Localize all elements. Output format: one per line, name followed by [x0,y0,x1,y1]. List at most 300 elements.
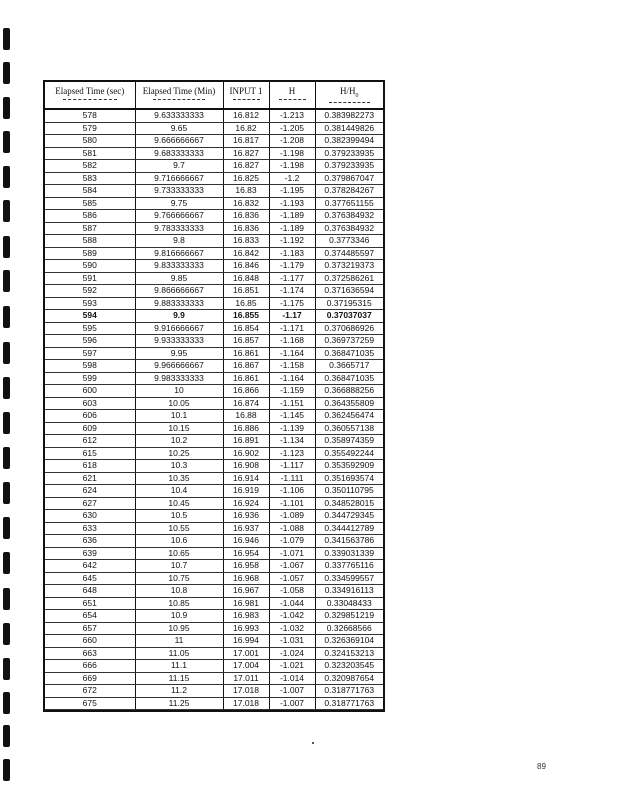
cell-elapsed-sec: 624 [45,485,135,498]
cell-elapsed-min: 9.766666667 [135,210,223,223]
cell-elapsed-sec: 589 [45,247,135,260]
cell-elapsed-min: 9.833333333 [135,260,223,273]
cell-elapsed-min: 9.9 [135,310,223,323]
cell-elapsed-sec: 598 [45,360,135,373]
table-row [45,147,383,160]
cell-elapsed-min: 10.1 [135,410,223,423]
cell-elapsed-sec: 594 [45,310,135,323]
binder-punch-mark [3,658,10,680]
table-row [45,660,383,673]
cell-elapsed-min: 9.666666667 [135,135,223,148]
cell-elapsed-sec: 645 [45,572,135,585]
page-number-mark: 89 [537,762,546,771]
table-row [45,347,383,360]
cell-h: -1.183 [269,247,315,260]
cell-elapsed-sec: 590 [45,260,135,273]
cell-h-ratio: 0.344729345 [315,510,383,523]
cell-h-ratio: 0.376384932 [315,210,383,223]
cell-elapsed-sec: 582 [45,160,135,173]
cell-elapsed-sec: 591 [45,272,135,285]
table-row [45,222,383,235]
table-row [45,372,383,385]
cell-h: -1.189 [269,210,315,223]
binder-punch-mark [3,412,10,434]
cell-h: -1.174 [269,285,315,298]
cell-h: -1.042 [269,610,315,623]
cell-elapsed-sec: 621 [45,472,135,485]
cell-elapsed-sec: 657 [45,622,135,635]
cell-h-ratio: 0.368471035 [315,347,383,360]
cell-h-ratio: 0.376384932 [315,222,383,235]
cell-elapsed-min: 11.2 [135,685,223,698]
cell-input-1: 16.827 [223,147,269,160]
cell-input-1: 16.832 [223,197,269,210]
cell-elapsed-sec: 660 [45,635,135,648]
cell-elapsed-sec: 612 [45,435,135,448]
cell-input-1: 17.011 [223,672,269,685]
cell-h-ratio: 0.337765116 [315,560,383,573]
cell-h: -1.117 [269,460,315,473]
cell-input-1: 17.018 [223,685,269,698]
cell-input-1: 16.848 [223,272,269,285]
binder-punch-mark [3,166,10,188]
scan-speck [312,742,314,744]
cell-elapsed-sec: 586 [45,210,135,223]
cell-input-1: 16.993 [223,622,269,635]
cell-input-1: 17.004 [223,660,269,673]
cell-elapsed-min: 10.25 [135,447,223,460]
cell-input-1: 16.83 [223,185,269,198]
cell-elapsed-min: 9.816666667 [135,247,223,260]
table-row [45,172,383,185]
cell-h: -1.089 [269,510,315,523]
cell-h: -1.208 [269,135,315,148]
table-row [45,410,383,423]
cell-h-ratio: 0.320987654 [315,672,383,685]
binder-punch-mark [3,270,10,292]
cell-h: -1.193 [269,197,315,210]
cell-h: -1.213 [269,109,315,122]
cell-elapsed-sec: 578 [45,109,135,122]
cell-h: -1.195 [269,185,315,198]
cell-elapsed-min: 9.983333333 [135,372,223,385]
table-row [45,235,383,248]
cell-h: -1.189 [269,222,315,235]
cell-input-1: 16.902 [223,447,269,460]
cell-h-ratio: 0.37037037 [315,310,383,323]
binder-punch-mark [3,623,10,645]
cell-elapsed-sec: 595 [45,322,135,335]
cell-h: -1.071 [269,547,315,560]
cell-input-1: 16.946 [223,535,269,548]
cell-h: -1.177 [269,272,315,285]
cell-elapsed-min: 10.5 [135,510,223,523]
table-row [45,260,383,273]
elapsed-time-table [45,82,383,710]
cell-elapsed-sec: 672 [45,685,135,698]
cell-elapsed-min: 10.9 [135,610,223,623]
cell-elapsed-min: 10.65 [135,547,223,560]
cell-input-1: 16.867 [223,360,269,373]
cell-elapsed-min: 10.6 [135,535,223,548]
cell-h: -1.111 [269,472,315,485]
table-row [45,522,383,535]
table-header-row [45,82,383,109]
cell-h-ratio: 0.358974359 [315,435,383,448]
table-row [45,310,383,323]
binder-punch-mark [3,588,10,610]
cell-h: -1.164 [269,372,315,385]
cell-input-1: 16.85 [223,297,269,310]
cell-h-ratio: 0.318771763 [315,697,383,710]
cell-elapsed-min: 9.683333333 [135,147,223,160]
cell-elapsed-sec: 597 [45,347,135,360]
cell-elapsed-min: 9.8 [135,235,223,248]
cell-elapsed-sec: 583 [45,172,135,185]
cell-h: -1.007 [269,697,315,710]
cell-input-1: 16.981 [223,597,269,610]
header-h0-subscript: 0 [355,92,359,99]
cell-h: -1.159 [269,385,315,398]
table-row [45,247,383,260]
cell-h-ratio: 0.379233935 [315,147,383,160]
cell-input-1: 16.886 [223,422,269,435]
cell-elapsed-sec: 606 [45,410,135,423]
cell-h: -1.088 [269,522,315,535]
cell-h: -1.205 [269,122,315,135]
cell-h-ratio: 0.3665717 [315,360,383,373]
cell-h: -1.079 [269,535,315,548]
cell-h-ratio: 0.3773346 [315,235,383,248]
cell-input-1: 17.018 [223,697,269,710]
cell-h-ratio: 0.329851219 [315,610,383,623]
table-row [45,335,383,348]
cell-input-1: 16.919 [223,485,269,498]
cell-input-1: 16.846 [223,260,269,273]
binder-punch-mark [3,377,10,399]
cell-input-1: 16.836 [223,210,269,223]
cell-elapsed-min: 9.65 [135,122,223,135]
binder-punch-mark [3,725,10,747]
cell-h: -1.175 [269,297,315,310]
cell-h-ratio: 0.339031339 [315,547,383,560]
cell-input-1: 16.891 [223,435,269,448]
table-row [45,610,383,623]
cell-h: -1.067 [269,560,315,573]
cell-h: -1.032 [269,622,315,635]
cell-input-1: 16.954 [223,547,269,560]
cell-h-ratio: 0.374485597 [315,247,383,260]
table-row [45,160,383,173]
cell-elapsed-min: 10.4 [135,485,223,498]
cell-elapsed-min: 11.1 [135,660,223,673]
cell-elapsed-min: 9.783333333 [135,222,223,235]
cell-h: -1.123 [269,447,315,460]
cell-input-1: 16.958 [223,560,269,573]
header-elapsed-min: Elapsed Time (Min) [135,82,223,109]
table-body [45,109,383,710]
cell-input-1: 16.908 [223,460,269,473]
cell-elapsed-min: 11.25 [135,697,223,710]
cell-input-1: 16.836 [223,222,269,235]
cell-h-ratio: 0.318771763 [315,685,383,698]
cell-elapsed-min: 9.866666667 [135,285,223,298]
binder-punch-mark [3,447,10,469]
cell-elapsed-min: 10.8 [135,585,223,598]
cell-input-1: 16.874 [223,397,269,410]
cell-h-ratio: 0.37195315 [315,297,383,310]
cell-elapsed-sec: 592 [45,285,135,298]
cell-elapsed-min: 9.716666667 [135,172,223,185]
cell-h-ratio: 0.378284267 [315,185,383,198]
cell-input-1: 16.983 [223,610,269,623]
cell-elapsed-sec: 666 [45,660,135,673]
cell-elapsed-sec: 627 [45,497,135,510]
table-row [45,397,383,410]
cell-elapsed-min: 10.7 [135,560,223,573]
cell-input-1: 16.855 [223,310,269,323]
cell-elapsed-sec: 599 [45,372,135,385]
table-row [45,185,383,198]
cell-elapsed-sec: 648 [45,585,135,598]
cell-elapsed-min: 9.883333333 [135,297,223,310]
cell-elapsed-sec: 585 [45,197,135,210]
cell-h-ratio: 0.323203545 [315,660,383,673]
cell-h-ratio: 0.360557138 [315,422,383,435]
cell-h: -1.031 [269,635,315,648]
cell-h: -1.057 [269,572,315,585]
cell-h: -1.007 [269,685,315,698]
binder-punch-mark [3,236,10,258]
cell-elapsed-sec: 639 [45,547,135,560]
cell-elapsed-sec: 642 [45,560,135,573]
binder-punch-mark [3,306,10,328]
cell-h-ratio: 0.382399494 [315,135,383,148]
cell-h-ratio: 0.362456474 [315,410,383,423]
cell-elapsed-min: 10.3 [135,460,223,473]
cell-h: -1.192 [269,235,315,248]
table-row [45,560,383,573]
cell-h: -1.198 [269,160,315,173]
table-row [45,547,383,560]
binder-punch-mark [3,517,10,539]
cell-h: -1.145 [269,410,315,423]
cell-h-ratio: 0.350110795 [315,485,383,498]
cell-h-ratio: 0.381449826 [315,122,383,135]
table-row [45,447,383,460]
cell-h: -1.014 [269,672,315,685]
cell-elapsed-sec: 675 [45,697,135,710]
table-row [45,385,383,398]
cell-elapsed-min: 9.916666667 [135,322,223,335]
binder-punch-mark [3,482,10,504]
cell-h: -1.151 [269,397,315,410]
table-row [45,497,383,510]
table-row [45,685,383,698]
table-row [45,697,383,710]
cell-h: -1.179 [269,260,315,273]
cell-h-ratio: 0.334916113 [315,585,383,598]
cell-h-ratio: 0.368471035 [315,372,383,385]
cell-input-1: 16.88 [223,410,269,423]
table-row [45,672,383,685]
cell-h-ratio: 0.33048433 [315,597,383,610]
cell-h-ratio: 0.341563786 [315,535,383,548]
cell-input-1: 16.968 [223,572,269,585]
cell-elapsed-sec: 615 [45,447,135,460]
cell-elapsed-sec: 587 [45,222,135,235]
cell-h-ratio: 0.324153213 [315,647,383,660]
table-row [45,422,383,435]
cell-h-ratio: 0.370686926 [315,322,383,335]
cell-input-1: 16.825 [223,172,269,185]
cell-elapsed-sec: 651 [45,597,135,610]
cell-elapsed-sec: 633 [45,522,135,535]
cell-elapsed-min: 10.35 [135,472,223,485]
table-row [45,485,383,498]
cell-h-ratio: 0.366888256 [315,385,383,398]
cell-input-1: 16.924 [223,497,269,510]
cell-elapsed-min: 10.05 [135,397,223,410]
cell-elapsed-min: 10.75 [135,572,223,585]
cell-elapsed-min: 9.85 [135,272,223,285]
cell-h: -1.171 [269,322,315,335]
table-row [45,122,383,135]
cell-input-1: 16.854 [223,322,269,335]
table-row [45,635,383,648]
binder-punch-mark [3,62,10,84]
cell-h-ratio: 0.32668566 [315,622,383,635]
cell-input-1: 16.82 [223,122,269,135]
cell-h: -1.2 [269,172,315,185]
cell-input-1: 16.833 [223,235,269,248]
cell-h-ratio: 0.344412789 [315,522,383,535]
binder-punch-mark [3,692,10,714]
cell-h: -1.106 [269,485,315,498]
cell-elapsed-sec: 630 [45,510,135,523]
cell-h: -1.101 [269,497,315,510]
cell-elapsed-sec: 588 [45,235,135,248]
header-h-ratio: $H/H_0$ [315,82,383,109]
cell-elapsed-sec: 669 [45,672,135,685]
cell-input-1: 16.827 [223,160,269,173]
cell-elapsed-sec: 654 [45,610,135,623]
table-row [45,285,383,298]
cell-h-ratio: 0.326369104 [315,635,383,648]
binder-punch-mark [3,131,10,153]
binder-punch-mark [3,342,10,364]
header-input-1: INPUT 1 [223,82,269,109]
cell-elapsed-sec: 603 [45,397,135,410]
binder-punch-mark [3,759,10,781]
table-row [45,510,383,523]
cell-input-1: 16.861 [223,347,269,360]
cell-elapsed-min: 11 [135,635,223,648]
cell-elapsed-min: 9.966666667 [135,360,223,373]
cell-h: -1.139 [269,422,315,435]
cell-elapsed-min: 11.15 [135,672,223,685]
table-row [45,585,383,598]
cell-h-ratio: 0.355492244 [315,447,383,460]
cell-elapsed-sec: 609 [45,422,135,435]
cell-h: -1.17 [269,310,315,323]
binder-punch-mark [3,552,10,574]
cell-input-1: 16.857 [223,335,269,348]
cell-input-1: 16.967 [223,585,269,598]
cell-elapsed-sec: 596 [45,335,135,348]
table-row [45,622,383,635]
table-row [45,272,383,285]
cell-elapsed-sec: 584 [45,185,135,198]
cell-h-ratio: 0.377651155 [315,197,383,210]
cell-h-ratio: 0.369737259 [315,335,383,348]
cell-h: -1.021 [269,660,315,673]
cell-elapsed-min: 10 [135,385,223,398]
table-row [45,597,383,610]
binder-punch-mark [3,97,10,119]
cell-h-ratio: 0.351693574 [315,472,383,485]
cell-elapsed-min: 10.55 [135,522,223,535]
table-row [45,460,383,473]
cell-elapsed-min: 9.75 [135,197,223,210]
cell-input-1: 16.866 [223,385,269,398]
cell-h: -1.024 [269,647,315,660]
cell-elapsed-min: 10.2 [135,435,223,448]
cell-elapsed-min: 9.7 [135,160,223,173]
cell-input-1: 16.861 [223,372,269,385]
cell-h-ratio: 0.371636594 [315,285,383,298]
cell-input-1: 16.994 [223,635,269,648]
cell-h-ratio: 0.373219373 [315,260,383,273]
data-table-sheet [43,80,385,712]
cell-elapsed-sec: 580 [45,135,135,148]
cell-elapsed-sec: 636 [45,535,135,548]
cell-h: -1.198 [269,147,315,160]
table-row [45,210,383,223]
cell-input-1: 16.817 [223,135,269,148]
cell-elapsed-min: 10.85 [135,597,223,610]
cell-input-1: 16.936 [223,510,269,523]
cell-h-ratio: 0.334599557 [315,572,383,585]
cell-elapsed-min: 9.733333333 [135,185,223,198]
cell-h-ratio: 0.353592909 [315,460,383,473]
table-row [45,535,383,548]
cell-h: -1.164 [269,347,315,360]
cell-input-1: 16.812 [223,109,269,122]
table-row [45,135,383,148]
cell-h: -1.134 [269,435,315,448]
cell-elapsed-min: 9.95 [135,347,223,360]
cell-h-ratio: 0.372586261 [315,272,383,285]
cell-input-1: 17.001 [223,647,269,660]
cell-elapsed-sec: 581 [45,147,135,160]
binder-punch-strip [0,0,14,800]
table-row [45,360,383,373]
cell-h: -1.044 [269,597,315,610]
cell-h-ratio: 0.379867047 [315,172,383,185]
header-h: H [269,82,315,109]
cell-h-ratio: 0.379233935 [315,160,383,173]
cell-elapsed-sec: 663 [45,647,135,660]
table-row [45,472,383,485]
cell-h-ratio: 0.383982273 [315,109,383,122]
cell-elapsed-sec: 618 [45,460,135,473]
binder-punch-mark [3,28,10,50]
cell-elapsed-min: 9.633333333 [135,109,223,122]
cell-input-1: 16.937 [223,522,269,535]
cell-elapsed-min: 11.05 [135,647,223,660]
table-row [45,109,383,122]
